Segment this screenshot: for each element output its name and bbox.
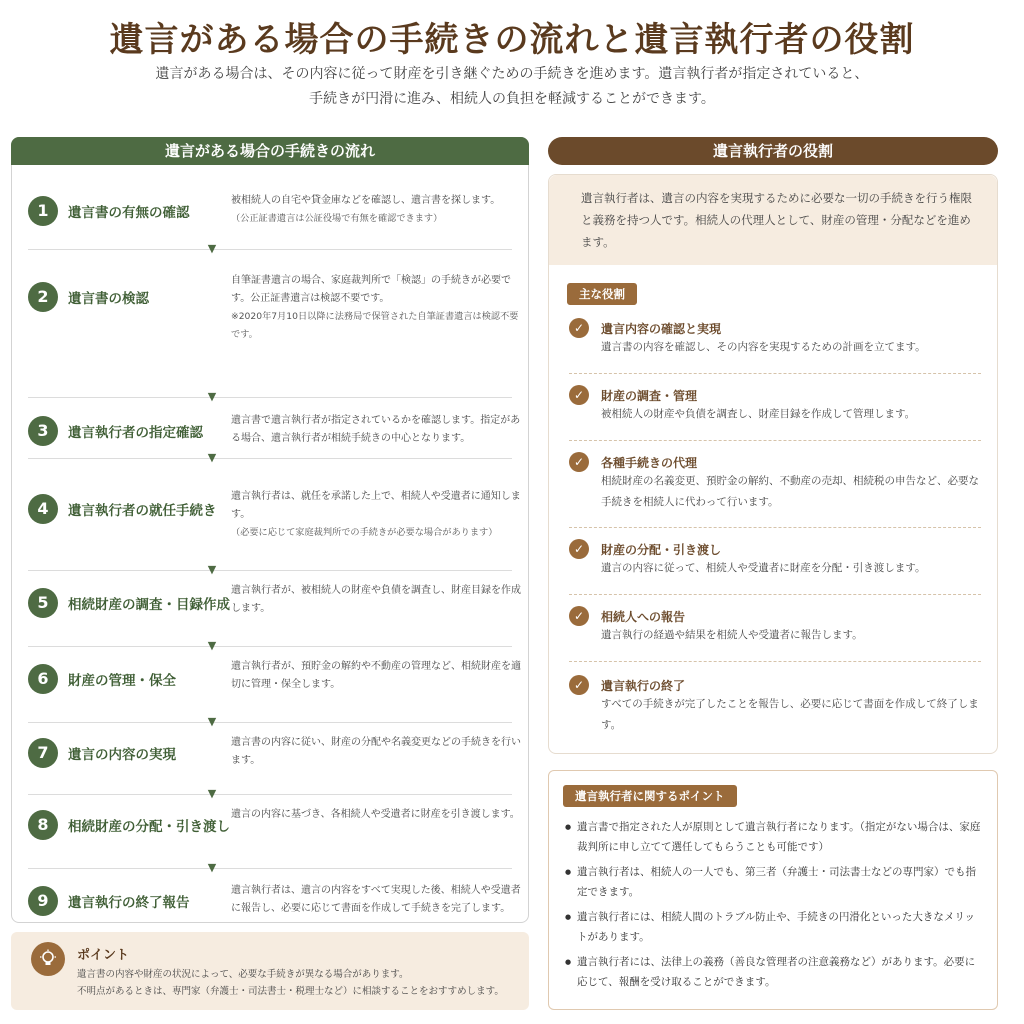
step-number: 3	[28, 416, 58, 446]
role-divider	[569, 594, 981, 595]
flow-panel	[11, 137, 529, 923]
point-box	[11, 932, 529, 1010]
down-arrow-icon: ▼	[207, 390, 217, 403]
step-desc-note: ※2020年7月10日以降に法務局で保管された自筆証書遺言は検認不要です。	[231, 311, 519, 340]
step-description	[231, 882, 521, 918]
step-divider	[28, 249, 512, 250]
step-divider	[28, 722, 512, 723]
step-title: 遺言の内容の実現	[68, 747, 176, 763]
step-desc-text: 遺言書の内容に従い、財産の分配や名義変更などの手続きを行います。	[231, 737, 521, 766]
step-divider	[28, 397, 512, 398]
check-icon: ✓	[569, 606, 589, 626]
step-number: 8	[28, 810, 58, 840]
point-line-1: 遺言書の内容や財産の状況によって、必要な手続きが異なる場合があります。	[77, 969, 409, 980]
role-divider	[569, 527, 981, 528]
step-description	[231, 658, 521, 694]
note-item: ● 遺言執行者には、相続人間のトラブル防止や、手続きの円滑化といった大きなメリットがあります。	[565, 907, 985, 947]
page-title: 遺言がある場合の手続きの流れと遺言執行者の役割	[109, 20, 915, 60]
step-desc-text: 遺言執行者は、遺言の内容をすべて実現した後、相続人や受遺者に報告し、必要に応じて書面を作成して手続きを完了します。	[231, 885, 521, 914]
step-title: 財産の管理・保全	[68, 673, 176, 689]
step-number: 2	[28, 282, 58, 312]
step-divider	[28, 458, 512, 459]
note-item: ● 遺言執行者には、法律上の義務（善良な管理者の注意義務など）があります。必要に応じて、報酬を受け取ることができます。	[565, 952, 985, 992]
point-text	[77, 966, 522, 1000]
step-description	[231, 488, 521, 542]
step-desc-text: 遺言の内容に基づき、各相続人や受遺者に財産を引き渡します。	[231, 809, 520, 820]
down-arrow-icon: ▼	[207, 563, 217, 576]
down-arrow-icon: ▼	[207, 861, 217, 874]
step-number: 9	[28, 886, 58, 916]
role-title: 遺言内容の確認と実現	[601, 322, 722, 336]
check-icon: ✓	[569, 539, 589, 559]
executor-notes-list	[565, 817, 985, 997]
step-desc-note: （公正証書遺言は公証役場で有無を確認できます）	[231, 213, 443, 224]
roles-intro	[549, 175, 997, 265]
role-desc: 遺言書の内容を確認し、その内容を実現するための計画を立てます。	[601, 341, 926, 353]
step-title: 遺言執行者の指定確認	[68, 425, 203, 441]
step-description	[231, 272, 521, 344]
role-title: 財産の分配・引き渡し	[601, 543, 722, 557]
role-desc: 被相続人の財産や負債を調査し、財産目録を作成して管理します。	[601, 408, 916, 420]
down-arrow-icon: ▼	[207, 715, 217, 728]
point-title: ポイント	[77, 948, 130, 963]
executor-notes-panel	[548, 770, 998, 1010]
role-title: 相続人への報告	[601, 610, 686, 624]
step-number: 7	[28, 738, 58, 768]
step-description	[231, 412, 521, 448]
step-title: 遺言執行者の就任手続き	[68, 503, 217, 519]
role-divider	[569, 440, 981, 441]
role-divider	[569, 373, 981, 374]
step-number: 1	[28, 196, 58, 226]
step-divider	[28, 794, 512, 795]
step-title: 相続財産の分配・引き渡し	[68, 819, 230, 835]
step-title: 遺言書の有無の確認	[68, 205, 190, 221]
note-item: ● 遺言書で指定された人が原則として遺言執行者になります。（指定がない場合は、家庭裁判所に申し立てて選任してもらうことも可能です）	[565, 817, 985, 857]
step-description	[231, 734, 521, 770]
lightbulb-icon	[31, 942, 65, 976]
role-desc: 遺言の内容に従って、相続人や受遺者に財産を分配・引き渡します。	[601, 562, 926, 574]
main-roles-badge: 主な役割	[567, 283, 637, 305]
step-divider	[28, 570, 512, 571]
step-title: 遺言執行の終了報告	[68, 895, 190, 911]
step-description	[231, 582, 521, 618]
down-arrow-icon: ▼	[207, 787, 217, 800]
role-desc: 相続財産の名義変更、預貯金の解約、不動産の売却、相続税の申告など、必要な手続きを相続人に代わって行います。	[601, 475, 979, 508]
role-divider	[569, 661, 981, 662]
flow-header: 遺言がある場合の手続きの流れ	[11, 137, 529, 165]
step-description	[231, 192, 521, 228]
step-desc-text: 遺言書で遺言執行者が指定されているかを確認します。指定がある場合、遺言執行者が相続手続きの中心となります。	[231, 415, 521, 444]
subtitle-line-1: 遺言がある場合は、その内容に従って財産を引き継ぐための手続きを進めます。遺言執行者が指定されていると、	[155, 66, 869, 82]
step-description	[231, 806, 521, 824]
check-icon: ✓	[569, 318, 589, 338]
executor-notes-badge: 遺言執行者に関するポイント	[563, 785, 737, 807]
check-icon: ✓	[569, 675, 589, 695]
step-desc-text: 遺言執行者が、預貯金の解約や不動産の管理など、相続財産を適切に管理・保全します。	[231, 661, 521, 690]
page-subtitle	[0, 62, 1024, 112]
roles-header: 遺言執行者の役割	[548, 137, 998, 165]
step-desc-text: 自筆証書遺言の場合、家庭裁判所で「検認」の手続きが必要です。公正証書遺言は検認不要です。	[231, 275, 511, 304]
step-title: 相続財産の調査・目録作成	[68, 597, 230, 613]
subtitle-line-2: 手続きが円滑に進み、相続人の負担を軽減することができます。	[309, 91, 715, 107]
step-number: 5	[28, 588, 58, 618]
note-item: ● 遺言執行者は、相続人の一人でも、第三者（弁護士・司法書士などの専門家）でも指定できます。	[565, 862, 985, 902]
down-arrow-icon: ▼	[207, 242, 217, 255]
down-arrow-icon: ▼	[207, 639, 217, 652]
role-title: 各種手続きの代理	[601, 456, 698, 470]
step-desc-text: 遺言執行者が、被相続人の財産や負債を調査し、財産目録を作成します。	[231, 585, 521, 614]
roles-panel	[548, 174, 998, 754]
roles-intro-text: 遺言執行者は、遺言の内容を実現するために必要な一切の手続きを行う権限と義務を持つ人です。相続人の代理人として、財産の管理・分配などを進めます。	[581, 191, 972, 249]
role-desc: 遺言執行の経過や結果を相続人や受遺者に報告します。	[601, 629, 863, 641]
role-title: 財産の調査・管理	[601, 389, 698, 403]
step-desc-note: （必要に応じて家庭裁判所での手続きが必要な場合があります）	[231, 527, 498, 538]
check-icon: ✓	[569, 385, 589, 405]
role-title: 遺言執行の終了	[601, 679, 686, 693]
point-line-2: 不明点があるときは、専門家（弁護士・司法書士・税理士など）に相談することをおすすめします。	[77, 986, 504, 997]
step-number: 4	[28, 494, 58, 524]
step-number: 6	[28, 664, 58, 694]
step-desc-text: 遺言執行者は、就任を承諾した上で、相続人や受遺者に通知します。	[231, 491, 521, 520]
down-arrow-icon: ▼	[207, 451, 217, 464]
step-desc-text: 被相続人の自宅や貸金庫などを確認し、遺言書を探します。	[231, 195, 501, 206]
role-desc: すべての手続きが完了したことを報告し、必要に応じて書面を作成して終了します。	[601, 698, 979, 731]
step-divider	[28, 868, 512, 869]
step-divider	[28, 646, 512, 647]
check-icon: ✓	[569, 452, 589, 472]
step-title: 遺言書の検認	[68, 291, 149, 307]
